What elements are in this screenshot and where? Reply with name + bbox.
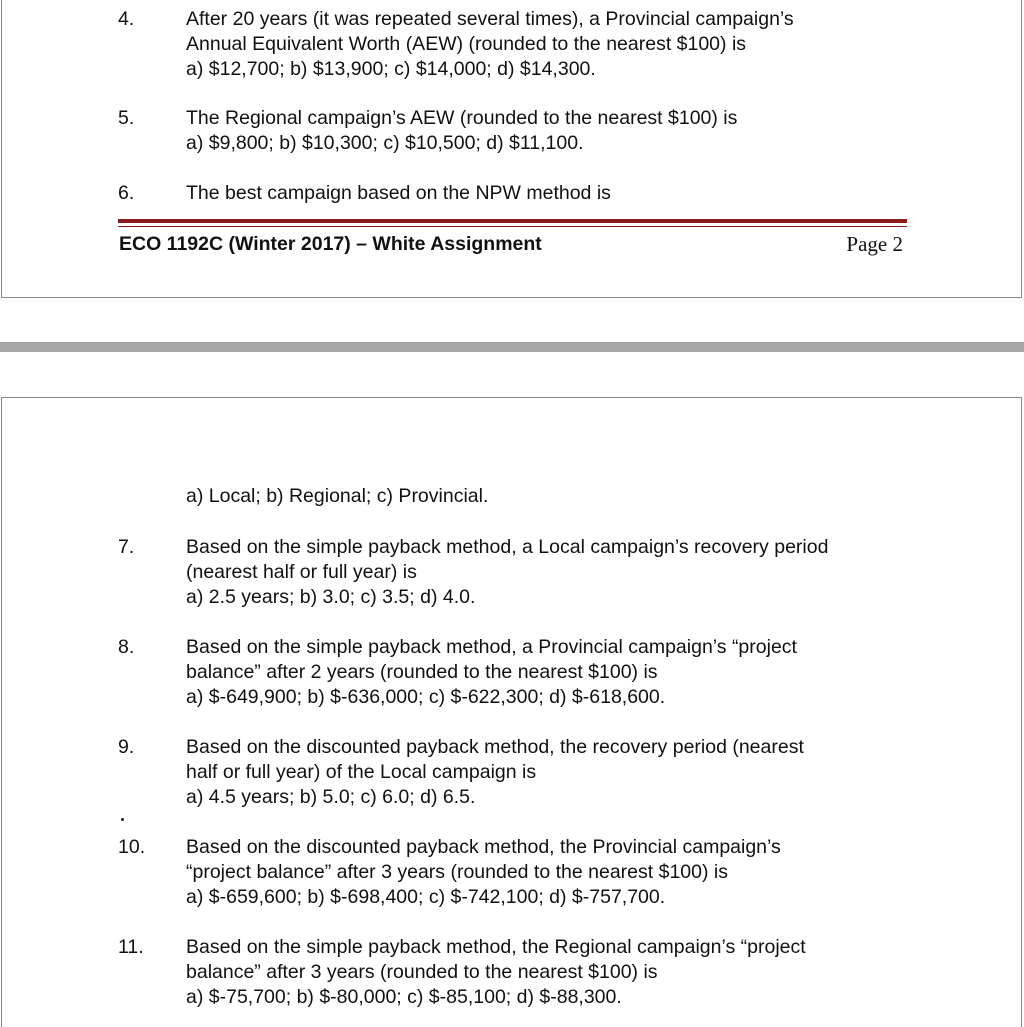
question-text — [186, 535, 926, 610]
question-line: (nearest half or full year) is — [186, 561, 417, 583]
question-number: 9. — [118, 736, 135, 758]
question-number: 6. — [118, 182, 135, 204]
answer-options: a) Local; b) Regional; c) Provincial. — [186, 485, 489, 507]
question-line: balance” after 2 years (rounded to the nearest $100) is — [186, 661, 658, 683]
page-separator — [0, 342, 1024, 352]
footer-rule-thin — [118, 226, 907, 227]
question-line: Based on the discounted payback method, the recovery period (nearest — [186, 736, 804, 758]
question-line: a) 2.5 years; b) 3.0; c) 3.5; d) 4.0. — [186, 586, 476, 608]
question-number: 10. — [118, 836, 146, 858]
question-text — [186, 835, 926, 910]
question-line: Based on the discounted payback method, the Provincial campaign’s — [186, 836, 781, 858]
stray-dot — [121, 818, 124, 821]
question-text — [186, 106, 926, 156]
question-text — [186, 935, 926, 1010]
question-line: Based on the simple payback method, the Regional campaign’s “project — [186, 936, 806, 958]
question-text — [186, 181, 926, 206]
question-line: a) $9,800; b) $10,300; c) $10,500; d) $11,100. — [186, 132, 584, 154]
question-number: 8. — [118, 636, 135, 658]
question-line: The best campaign based on the NPW method is — [186, 182, 611, 204]
question-number: 4. — [118, 8, 135, 30]
question-line: Annual Equivalent Worth (AEW) (rounded to the nearest $100) is — [186, 33, 747, 55]
question-line: a) $12,700; b) $13,900; c) $14,000; d) $14,300. — [186, 58, 596, 80]
question-line: a) $-75,700; b) $-80,000; c) $-85,100; d) $-88,300. — [186, 986, 622, 1008]
question-line: half or full year) of the Local campaign is — [186, 761, 537, 783]
question-number: 5. — [118, 107, 135, 129]
question-number: 7. — [118, 536, 135, 558]
question-line: “project balance” after 3 years (rounded to the nearest $100) is — [186, 861, 728, 883]
footer-title: ECO 1192C (Winter 2017) – White Assignment — [119, 233, 542, 255]
question-line: The Regional campaign’s AEW (rounded to the nearest $100) is — [186, 107, 738, 129]
question-line: a) $-659,600; b) $-698,400; c) $-742,100; d) $-757,700. — [186, 886, 666, 908]
question-line: a) $-649,900; b) $-636,000; c) $-622,300; d) $-618,600. — [186, 686, 666, 708]
question-number: 11. — [118, 936, 144, 958]
question-line: a) 4.5 years; b) 5.0; c) 6.0; d) 6.5. — [186, 786, 476, 808]
question-line: Based on the simple payback method, a Provincial campaign’s “project — [186, 636, 797, 658]
question-line: After 20 years (it was repeated several times), a Provincial campaign’s — [186, 8, 794, 30]
footer-page-number: Page 2 — [846, 232, 903, 256]
question-line: balance” after 3 years (rounded to the nearest $100) is — [186, 961, 658, 983]
question-text — [186, 735, 926, 810]
question-line: Based on the simple payback method, a Local campaign’s recovery period — [186, 536, 829, 558]
footer-rule-thick — [118, 219, 907, 223]
question-text — [186, 7, 926, 82]
question-text — [186, 635, 926, 710]
